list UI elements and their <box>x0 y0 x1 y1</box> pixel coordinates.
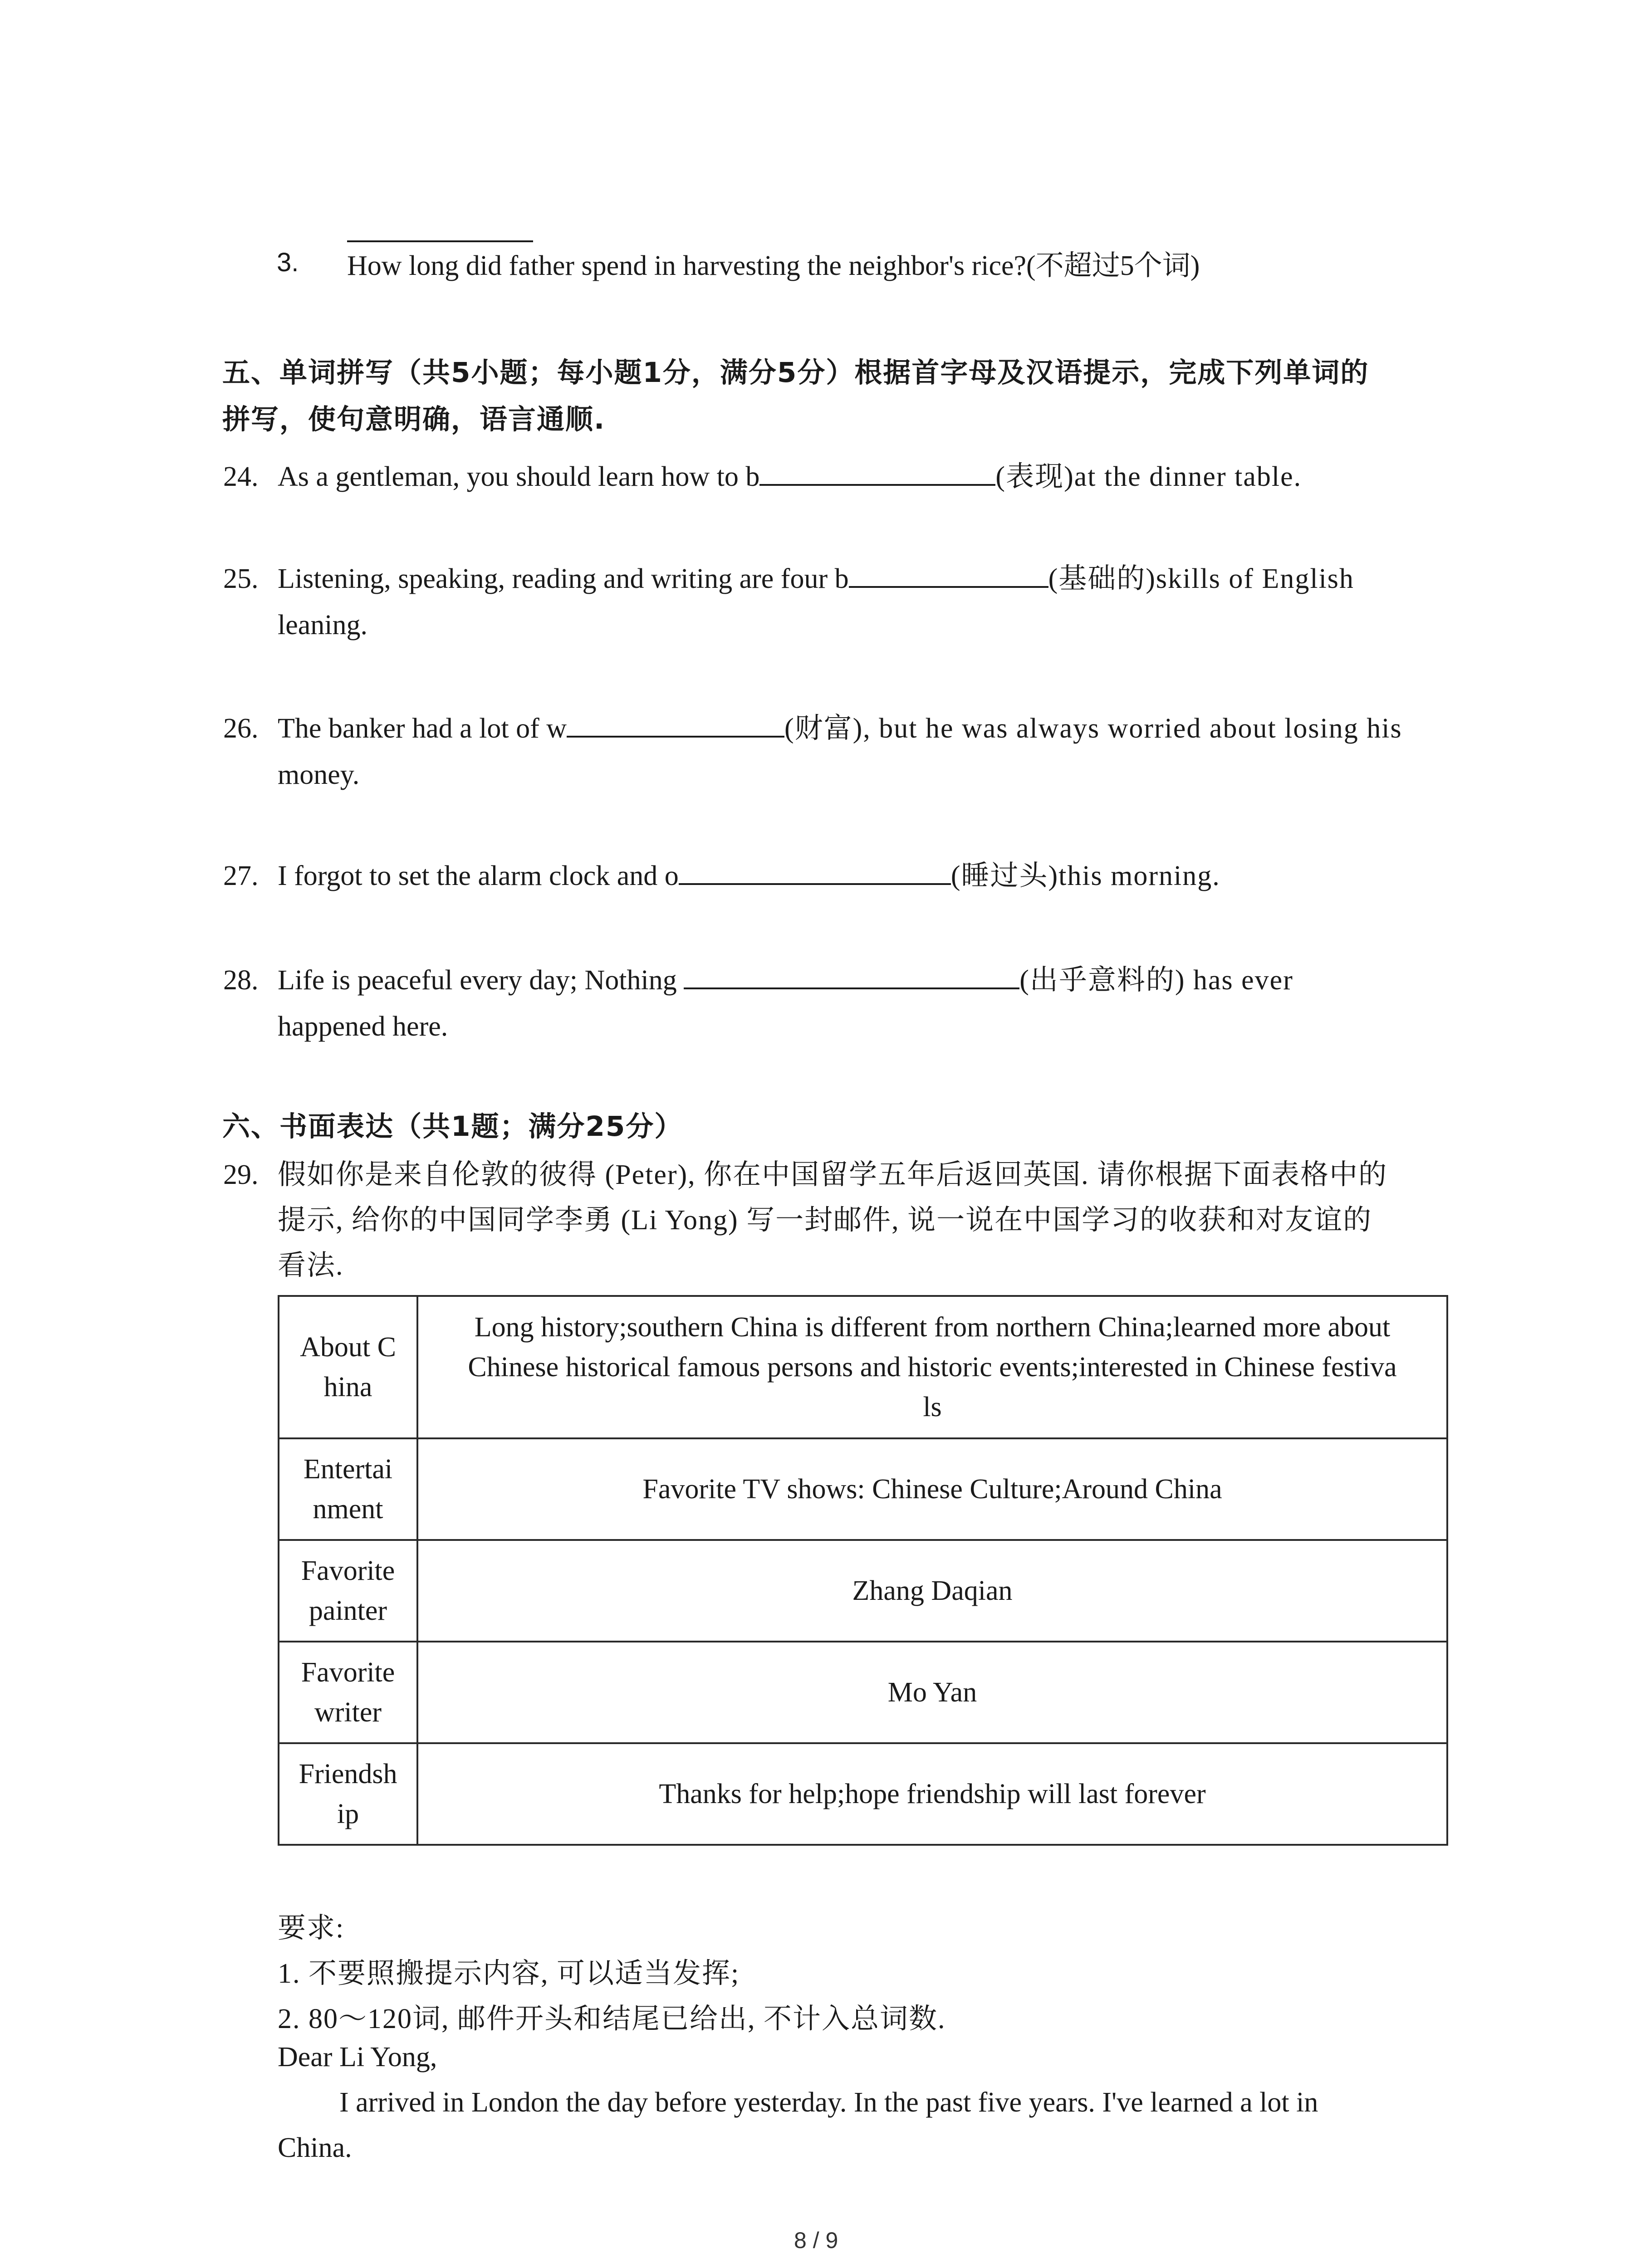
table-key-cell: Friendsh ip <box>279 1743 417 1845</box>
question-26-before: The banker had a lot of w <box>278 713 567 744</box>
section-6-title: 六、书面表达（共1题；满分25分） <box>222 1110 683 1143</box>
question-27-after: (睡过头)this morning. <box>950 860 1220 891</box>
letter-body-line1: I arrived in London the day before yesterday. In the past five years. I've learned a lot in <box>339 2087 1318 2118</box>
question-25-continued: leaning. <box>278 610 367 640</box>
question-24-after: (表现)at the dinner table. <box>995 461 1302 492</box>
table-row <box>279 1296 1447 1438</box>
requirements-label: 要求: <box>278 1913 345 1944</box>
question-29-prompt <box>223 1152 1388 1288</box>
question-25-after: (基础的)skills of English <box>1048 563 1354 594</box>
answer-blank-27[interactable] <box>679 856 951 885</box>
question-3-text: How long did father spend in harvesting the neighbor's rice?(不超过5个词) <box>347 250 1200 281</box>
question-27 <box>223 853 1220 899</box>
table-value-cell: Long history;southern China is different from northern China;learned more about Chinese historical famous persons and historic events;interested in Chinese festiva ls <box>417 1296 1447 1438</box>
question-number-24: 24. <box>223 461 259 492</box>
section-5-title-line2: 拼写，使句意明确，语言通顺. <box>222 403 606 435</box>
requirement-1: 1. 不要照搬提示内容, 可以适当发挥; <box>278 1958 740 1989</box>
question-25 <box>223 556 1354 648</box>
hints-table <box>278 1295 1448 1846</box>
question-25-before: Listening, speaking, reading and writing are four b <box>278 563 849 594</box>
table-row <box>279 1743 1447 1845</box>
answer-blank-25[interactable] <box>849 559 1048 588</box>
section-5-title <box>222 349 1369 443</box>
section-5-title-line1: 五、单词拼写（共5小题；每小题1分，满分5分）根据首字母及汉语提示，完成下列单词的 <box>222 357 1369 389</box>
question-28-after: (出乎意料的) has ever <box>1019 965 1293 996</box>
table-value-cell: Zhang Daqian <box>417 1540 1447 1642</box>
question-24-before: As a gentleman, you should learn how to b <box>278 461 760 492</box>
question-number-29: 29. <box>223 1159 259 1190</box>
question-27-before: I forgot to set the alarm clock and o <box>278 860 679 891</box>
question-number-3: 3. <box>277 248 299 277</box>
table-row <box>279 1438 1447 1540</box>
prompt-line-2: 提示, 给你的中国同学李勇 (Li Yong) 写一封邮件, 说一说在中国学习的收获和对友谊的 <box>278 1205 1372 1236</box>
prompt-line-1: 假如你是来自伦敦的彼得 (Peter), 你在中国留学五年后返回英国. 请你根据下面表格中的 <box>278 1159 1388 1190</box>
question-26-after: (财富), but he was always worried about losing his <box>784 713 1402 744</box>
question-number-28: 28. <box>223 965 259 996</box>
question-number-25: 25. <box>223 563 259 594</box>
answer-blank-26[interactable] <box>567 709 784 738</box>
question-26-continued: money. <box>278 759 360 790</box>
letter-salutation: Dear Li Yong, <box>278 2042 437 2072</box>
question-28-continued: happened here. <box>278 1011 448 1042</box>
table-key-cell: Favorite writer <box>279 1642 417 1743</box>
question-28-before: Life is peaceful every day; Nothing <box>278 965 684 996</box>
question-28 <box>223 957 1293 1050</box>
answer-blank-24[interactable] <box>759 457 995 486</box>
table-key-cell: Entertai nment <box>279 1438 417 1540</box>
table-value-cell: Mo Yan <box>417 1642 1447 1743</box>
answer-blank-q3[interactable] <box>347 213 533 242</box>
table-value-cell: Thanks for help;hope friendship will last forever <box>417 1743 1447 1845</box>
letter-body-line2: China. <box>278 2132 352 2163</box>
table-row <box>279 1642 1447 1743</box>
answer-blank-28[interactable] <box>684 961 1019 989</box>
question-26 <box>223 705 1402 798</box>
table-row <box>279 1540 1447 1642</box>
table-key-cell: About C hina <box>279 1296 417 1438</box>
question-number-27: 27. <box>223 860 259 891</box>
page-number: 8 / 9 <box>794 2228 838 2253</box>
prompt-line-3: 看法. <box>278 1250 344 1281</box>
question-number-26: 26. <box>223 713 259 744</box>
question-24 <box>223 454 1302 500</box>
table-value-cell: Favorite TV shows: Chinese Culture;Around China <box>417 1438 1447 1540</box>
table-key-cell: Favorite painter <box>279 1540 417 1642</box>
requirement-2: 2. 80～120词, 邮件开头和结尾已给出, 不计入总词数. <box>278 2004 946 2034</box>
